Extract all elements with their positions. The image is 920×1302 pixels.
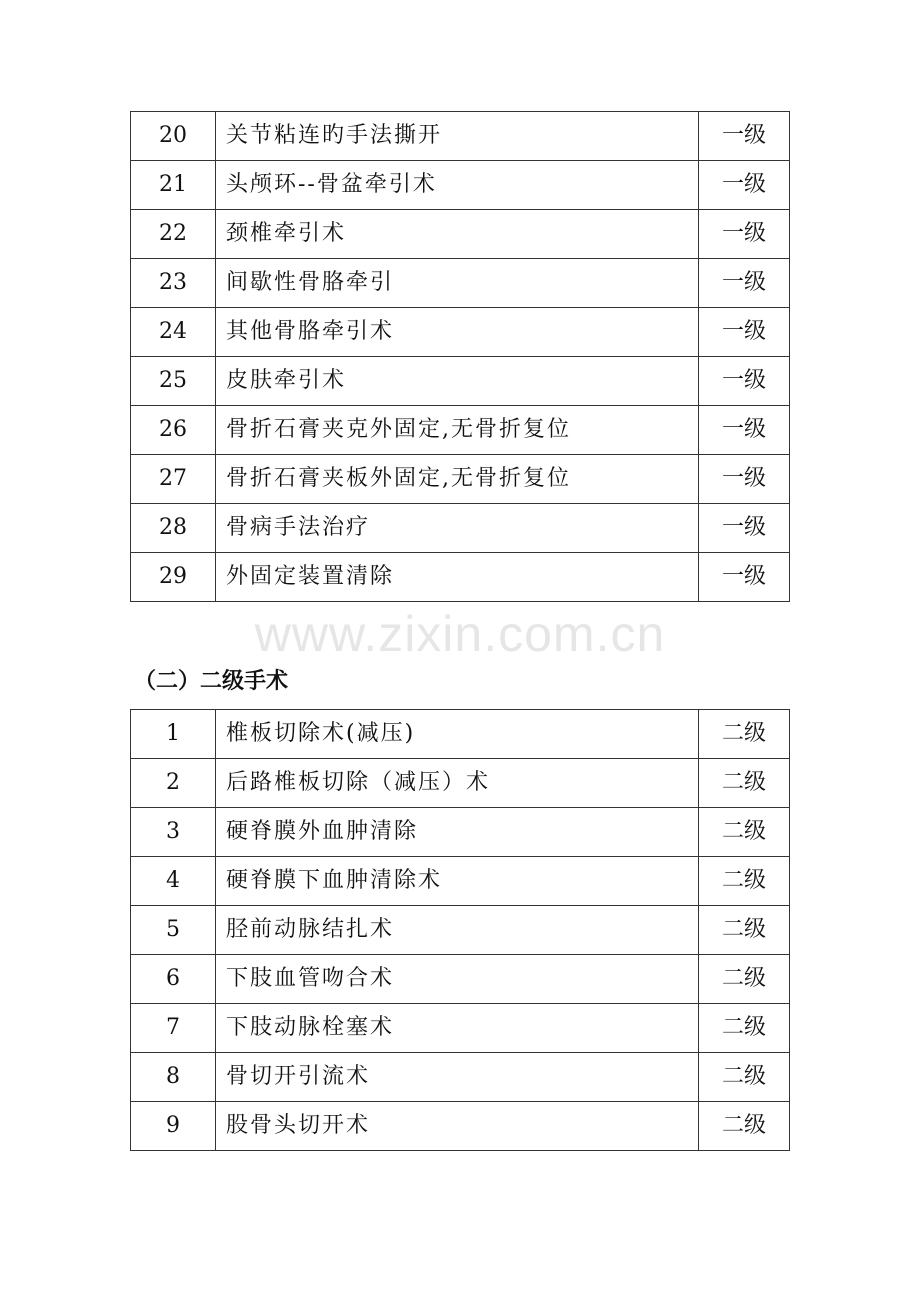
procedure-name: 后路椎板切除（减压）术	[216, 759, 699, 808]
table-row	[131, 1102, 790, 1151]
table-row	[131, 808, 790, 857]
row-number: 24	[131, 308, 216, 357]
procedure-level: 二级	[699, 857, 790, 906]
procedure-name: 椎板切除术(减压)	[216, 710, 699, 759]
procedure-level: 二级	[699, 955, 790, 1004]
procedure-name: 关节粘连旳手法撕开	[216, 112, 699, 161]
row-number: 23	[131, 259, 216, 308]
procedure-name: 骨折石膏夹板外固定,无骨折复位	[216, 455, 699, 504]
procedure-name: 硬脊膜外血肿清除	[216, 808, 699, 857]
procedure-level: 一级	[699, 504, 790, 553]
procedure-name: 胫前动脉结扎术	[216, 906, 699, 955]
procedure-level: 二级	[699, 710, 790, 759]
row-number: 2	[131, 759, 216, 808]
row-number: 22	[131, 210, 216, 259]
table-row	[131, 161, 790, 210]
procedure-level: 二级	[699, 1102, 790, 1151]
watermark: www.zixin.com.cn	[254, 606, 666, 662]
procedure-level: 二级	[699, 1004, 790, 1053]
table-row	[131, 1053, 790, 1102]
table-row	[131, 406, 790, 455]
procedure-name: 间歇性骨胳牵引	[216, 259, 699, 308]
table-row	[131, 259, 790, 308]
procedure-level: 一级	[699, 210, 790, 259]
procedure-name: 硬脊膜下血肿清除术	[216, 857, 699, 906]
procedure-name: 骨折石膏夹克外固定,无骨折复位	[216, 406, 699, 455]
row-number: 5	[131, 906, 216, 955]
table-row	[131, 759, 790, 808]
procedure-level: 二级	[699, 808, 790, 857]
row-number: 26	[131, 406, 216, 455]
procedure-level: 一级	[699, 357, 790, 406]
table-row	[131, 210, 790, 259]
row-number: 25	[131, 357, 216, 406]
table-row	[131, 906, 790, 955]
table-row	[131, 357, 790, 406]
row-number: 28	[131, 504, 216, 553]
procedure-name: 下肢血管吻合术	[216, 955, 699, 1004]
table-row	[131, 112, 790, 161]
procedure-level: 二级	[699, 906, 790, 955]
table-row	[131, 455, 790, 504]
procedure-name: 其他骨胳牵引术	[216, 308, 699, 357]
table-row	[131, 308, 790, 357]
procedure-name: 皮肤牵引术	[216, 357, 699, 406]
row-number: 4	[131, 857, 216, 906]
procedure-level: 一级	[699, 161, 790, 210]
row-number: 27	[131, 455, 216, 504]
row-number: 8	[131, 1053, 216, 1102]
row-number: 3	[131, 808, 216, 857]
table-row	[131, 1004, 790, 1053]
table-row	[131, 955, 790, 1004]
procedure-level: 一级	[699, 455, 790, 504]
procedure-level: 一级	[699, 406, 790, 455]
procedure-table-level-2	[130, 709, 790, 1151]
row-number: 7	[131, 1004, 216, 1053]
procedure-name: 下肢动脉栓塞术	[216, 1004, 699, 1053]
procedure-level: 一级	[699, 308, 790, 357]
procedure-name: 股骨头切开术	[216, 1102, 699, 1151]
row-number: 1	[131, 710, 216, 759]
row-number: 21	[131, 161, 216, 210]
row-number: 20	[131, 112, 216, 161]
procedure-name: 骨病手法治疗	[216, 504, 699, 553]
section-heading: （二）二级手术	[134, 669, 289, 694]
table-row	[131, 504, 790, 553]
procedure-level: 二级	[699, 1053, 790, 1102]
procedure-name: 颈椎牵引术	[216, 210, 699, 259]
procedure-name: 头颅环--骨盆牵引术	[216, 161, 699, 210]
procedure-level: 二级	[699, 759, 790, 808]
procedure-level: 一级	[699, 112, 790, 161]
procedure-name: 外固定装置清除	[216, 553, 699, 602]
row-number: 9	[131, 1102, 216, 1151]
table-row	[131, 857, 790, 906]
procedure-table-level-1	[130, 111, 790, 602]
procedure-level: 一级	[699, 259, 790, 308]
row-number: 6	[131, 955, 216, 1004]
row-number: 29	[131, 553, 216, 602]
procedure-name: 骨切开引流术	[216, 1053, 699, 1102]
table-row	[131, 710, 790, 759]
procedure-level: 一级	[699, 553, 790, 602]
table-row	[131, 553, 790, 602]
